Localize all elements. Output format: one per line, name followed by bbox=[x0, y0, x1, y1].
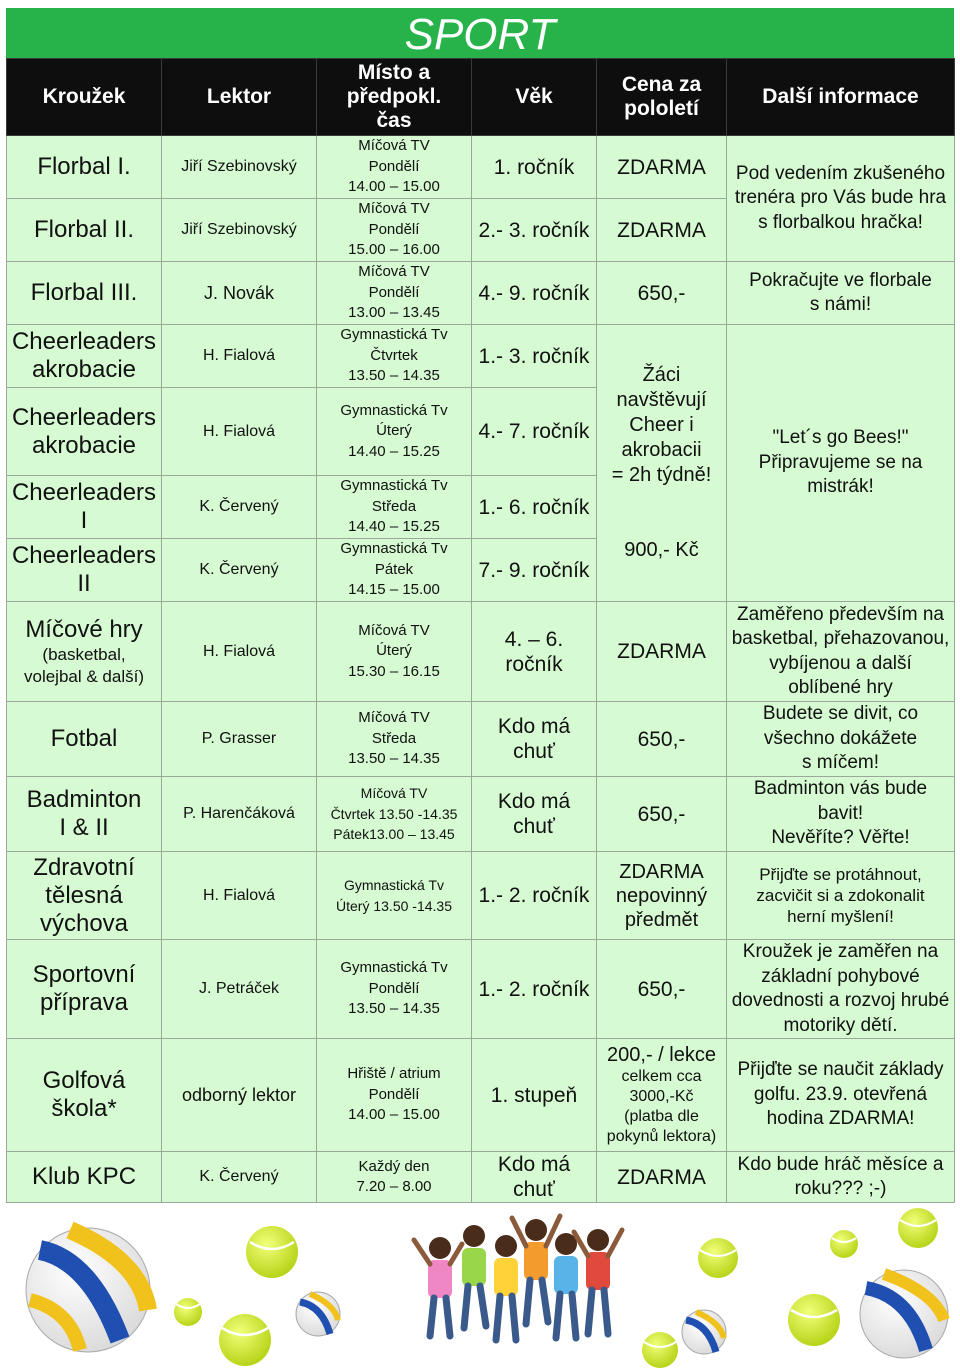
info-line: zacvičit si a zdokonalit bbox=[756, 886, 925, 905]
info-line: bavit! bbox=[817, 802, 864, 824]
place-time bbox=[317, 852, 472, 940]
info-line: oblíbené hry bbox=[788, 677, 893, 698]
place-line: Úterý 13.50 -14.35 bbox=[336, 897, 452, 914]
place-line: Středa bbox=[371, 729, 417, 747]
activity-name bbox=[7, 852, 162, 940]
age-group: 1. stupeň bbox=[472, 1039, 597, 1152]
price-line: = 2h týdně! bbox=[611, 464, 712, 486]
price: 650,- bbox=[597, 262, 727, 325]
tennis-ball-icon bbox=[174, 1298, 202, 1326]
place-line: 15.30 – 16.15 bbox=[348, 662, 440, 680]
info-cell bbox=[727, 702, 955, 777]
info-line: všechno dokážete bbox=[763, 727, 918, 749]
price-line: 3000,-Kč bbox=[629, 1088, 694, 1105]
info-line: Pokračujte ve florbale bbox=[749, 269, 932, 291]
table-row bbox=[7, 262, 955, 325]
place-line: 14.40 – 15.25 bbox=[348, 518, 440, 536]
header-vek: Věk bbox=[472, 59, 597, 136]
activity-name: Cheerleaders I bbox=[7, 476, 162, 539]
activity-name-line: Zdravotní bbox=[33, 853, 135, 881]
info-line: Připravujeme se na bbox=[758, 451, 923, 473]
price: ZDARMA bbox=[597, 199, 727, 262]
price-line: 200,- / lekce bbox=[607, 1044, 716, 1066]
place-time bbox=[317, 262, 472, 325]
info-line: basketbal, přehazovanou, bbox=[731, 628, 950, 649]
activity-name-line: tělesná bbox=[45, 881, 123, 909]
place-line: Hřiště / atrium bbox=[347, 1065, 441, 1083]
price-line: navštěvují bbox=[616, 389, 707, 411]
tennis-ball-icon bbox=[830, 1230, 858, 1258]
info-line: Budete se divit, co bbox=[762, 703, 919, 725]
place-line: 14.00 – 15.00 bbox=[348, 1106, 440, 1124]
age-group: Kdo má chuť bbox=[472, 702, 597, 777]
header-info: Další informace bbox=[727, 59, 955, 136]
age-group: 1.- 2. ročník bbox=[472, 940, 597, 1039]
age-group: Kdo má chuť bbox=[472, 777, 597, 852]
activity-name-line: výchova bbox=[39, 909, 129, 937]
table-row bbox=[7, 1039, 955, 1152]
price-line: celkem cca bbox=[621, 1068, 702, 1085]
activity-name: Klub KPC bbox=[7, 1152, 162, 1203]
info-cell bbox=[727, 325, 955, 602]
place-line: Gymnastická Tv bbox=[340, 540, 448, 558]
activity-name: Golfová škola* bbox=[7, 1039, 162, 1152]
tennis-ball-icon bbox=[642, 1332, 678, 1368]
price: ZDARMA bbox=[597, 602, 727, 702]
volleyball-icon bbox=[860, 1270, 948, 1358]
info-line: Nevěříte? Věřte! bbox=[771, 827, 910, 849]
place-line: Pondělí bbox=[368, 979, 420, 997]
price-line: Žáci bbox=[642, 364, 681, 386]
activity-name-line: Míčové hry bbox=[25, 615, 143, 643]
place-line: Úterý bbox=[376, 642, 412, 660]
header-misto-line: Místo a bbox=[357, 61, 431, 84]
activity-name: Florbal I. bbox=[7, 136, 162, 199]
sport-banner bbox=[6, 8, 954, 58]
info-cell bbox=[727, 136, 955, 262]
activity-name-line: Cheerleaders bbox=[11, 542, 157, 569]
info-cell bbox=[727, 1039, 955, 1152]
activity-name-line: Cheerleaders bbox=[11, 403, 157, 431]
info-line: Kroužek je zaměřen na bbox=[742, 941, 939, 962]
price: 650,- bbox=[597, 702, 727, 777]
lecturer: H. Fialová bbox=[162, 388, 317, 476]
place-line: Gymnastická Tv bbox=[340, 959, 448, 977]
tennis-ball-icon bbox=[698, 1238, 738, 1278]
volleyball-icon bbox=[682, 1310, 726, 1354]
lecturer: H. Fialová bbox=[162, 602, 317, 702]
place-line: 14.40 – 15.25 bbox=[348, 442, 440, 460]
tennis-ball-icon bbox=[788, 1294, 840, 1346]
activity-name bbox=[7, 325, 162, 388]
lecturer: P. Grasser bbox=[162, 702, 317, 777]
info-line: dovednosti a rozvoj hrubé bbox=[731, 990, 950, 1011]
activity-name-line: I & II bbox=[59, 814, 109, 841]
lecturer: J. Novák bbox=[162, 262, 317, 325]
price-line: předmět bbox=[624, 908, 699, 931]
info-line: základní pohybové bbox=[761, 965, 920, 987]
spacer bbox=[600, 488, 723, 538]
place-line: 13.00 – 13.45 bbox=[348, 304, 440, 322]
info-cell bbox=[727, 852, 955, 940]
age-group: 1. ročník bbox=[472, 136, 597, 199]
price-line: (platba dle bbox=[624, 1108, 699, 1125]
price-line: nepovinný bbox=[615, 884, 708, 907]
place-time bbox=[317, 136, 472, 199]
price-cheer bbox=[597, 325, 727, 602]
place-line: Míčová TV bbox=[360, 785, 428, 802]
place-line: Gymnastická Tv bbox=[343, 877, 445, 893]
lecturer: odborný lektor bbox=[162, 1039, 317, 1152]
place-line: Míčová TV bbox=[358, 621, 430, 639]
lecturer: K. Červený bbox=[162, 476, 317, 539]
place-time bbox=[317, 1152, 472, 1203]
info-line: trenéra pro Vás bude hra bbox=[734, 187, 947, 209]
age-group: 1.- 2. ročník bbox=[472, 852, 597, 940]
lecturer: Jiří Szebinovský bbox=[162, 136, 317, 199]
place-line: Pátek bbox=[374, 560, 414, 578]
activity-name: Fotbal bbox=[7, 702, 162, 777]
place-line: Každý den bbox=[358, 1157, 430, 1175]
age-group: 1.- 6. ročník bbox=[472, 476, 597, 539]
place-time bbox=[317, 325, 472, 388]
volleyball-icon bbox=[26, 1228, 150, 1352]
header-lektor: Lektor bbox=[162, 59, 317, 136]
activity-name-line: akrobacie bbox=[31, 431, 137, 459]
header-misto bbox=[317, 59, 472, 136]
activity-table bbox=[6, 58, 955, 1203]
place-line: 13.50 – 14.35 bbox=[348, 1000, 440, 1018]
tennis-ball-icon bbox=[219, 1314, 271, 1366]
age-group: 4. – 6. ročník bbox=[472, 602, 597, 702]
info-line: motoriky dětí. bbox=[783, 1014, 898, 1036]
activity-name bbox=[7, 539, 162, 602]
price: ZDARMA bbox=[597, 136, 727, 199]
info-line: Kdo bude hráč měsíce a bbox=[737, 1153, 944, 1175]
info-line: Přijďte se protáhnout, bbox=[759, 865, 922, 884]
info-cell bbox=[727, 777, 955, 852]
place-line: Míčová TV bbox=[358, 709, 430, 727]
lecturer: K. Červený bbox=[162, 1152, 317, 1203]
header-cena-line: pololetí bbox=[624, 97, 699, 120]
tennis-ball-icon bbox=[898, 1208, 938, 1248]
price: 650,- bbox=[597, 940, 727, 1039]
age-group: 2.- 3. ročník bbox=[472, 199, 597, 262]
place-time bbox=[317, 1039, 472, 1152]
place-line: Gymnastická Tv bbox=[340, 477, 448, 495]
place-line: Čtvrtek bbox=[370, 346, 418, 364]
info-cell bbox=[727, 940, 955, 1039]
place-time bbox=[317, 777, 472, 852]
place-line: Čtvrtek 13.50 -14.35 bbox=[330, 805, 458, 822]
header-cena-line: Cena za bbox=[621, 73, 702, 96]
place-line: 15.00 – 16.00 bbox=[348, 241, 440, 259]
price bbox=[597, 1039, 727, 1152]
place-time bbox=[317, 388, 472, 476]
info-cell bbox=[727, 262, 955, 325]
place-line: Středa bbox=[371, 497, 417, 515]
place-line: 7.20 – 8.00 bbox=[356, 1178, 432, 1195]
place-line: Míčová TV bbox=[358, 263, 430, 281]
info-line: hodina ZDARMA! bbox=[766, 1108, 915, 1130]
header-misto-line: předpokl. bbox=[346, 85, 442, 108]
header-misto-line: čas bbox=[376, 109, 412, 132]
info-line: Zaměřeno především na bbox=[737, 603, 944, 625]
price: ZDARMA bbox=[597, 1152, 727, 1203]
activity-name-line: Cheerleaders bbox=[11, 328, 157, 355]
age-group: 1.- 3. ročník bbox=[472, 325, 597, 388]
info-line: herní myšlení! bbox=[787, 907, 894, 926]
activity-name-line: příprava bbox=[39, 989, 129, 1016]
table-row bbox=[7, 136, 955, 199]
lecturer: K. Červený bbox=[162, 539, 317, 602]
activity-name-sub: volejbal & další) bbox=[23, 666, 144, 686]
price-line: pokynů lektora) bbox=[606, 1128, 717, 1145]
price-line: 900,- Kč bbox=[624, 539, 699, 561]
info-cell bbox=[727, 602, 955, 702]
price-line: Cheer i bbox=[629, 414, 694, 436]
price: 650,- bbox=[597, 777, 727, 852]
table-header-row bbox=[7, 59, 955, 136]
place-time bbox=[317, 539, 472, 602]
table-row bbox=[7, 602, 955, 702]
tennis-ball-icon bbox=[246, 1226, 298, 1278]
activity-name-line: akrobacie bbox=[31, 356, 137, 383]
lecturer: J. Petráček bbox=[162, 940, 317, 1039]
age-group: 7.- 9. ročník bbox=[472, 539, 597, 602]
header-krouzek: Kroužek bbox=[7, 59, 162, 136]
info-line: mistrák! bbox=[807, 476, 874, 498]
place-line: Pondělí bbox=[368, 157, 420, 175]
place-line: Míčová TV bbox=[358, 137, 430, 155]
age-group: 4.- 9. ročník bbox=[472, 262, 597, 325]
place-line: Gymnastická Tv bbox=[340, 326, 448, 344]
place-line: Pondělí bbox=[368, 1085, 420, 1103]
price-line: ZDARMA bbox=[619, 860, 704, 883]
lecturer: H. Fialová bbox=[162, 325, 317, 388]
table-row bbox=[7, 1152, 955, 1203]
jumping-children-illustration bbox=[414, 1216, 622, 1340]
place-line: Úterý bbox=[376, 422, 412, 440]
sports-balls-decoration bbox=[0, 1200, 960, 1368]
info-line: Pod vedením zkušeného bbox=[735, 162, 946, 184]
place-time bbox=[317, 476, 472, 539]
place-time bbox=[317, 602, 472, 702]
activity-name bbox=[7, 777, 162, 852]
place-line: Pondělí bbox=[368, 283, 420, 301]
place-line: Pátek13.00 – 13.45 bbox=[333, 826, 455, 843]
place-line: 14.00 – 15.00 bbox=[348, 178, 440, 196]
place-line: Míčová TV bbox=[358, 200, 430, 218]
volleyball-icon bbox=[296, 1292, 340, 1336]
info-line: vybíjenou a další bbox=[769, 652, 912, 674]
age-group: 4.- 7. ročník bbox=[472, 388, 597, 476]
place-line: Gymnastická Tv bbox=[340, 401, 448, 419]
activity-name bbox=[7, 940, 162, 1039]
place-time bbox=[317, 702, 472, 777]
place-line: 13.50 – 14.35 bbox=[348, 367, 440, 385]
age-group: Kdo má chuť bbox=[472, 1152, 597, 1203]
table-row bbox=[7, 777, 955, 852]
info-cell bbox=[727, 1152, 955, 1203]
table-row bbox=[7, 940, 955, 1039]
info-line: s florbalkou hračka! bbox=[758, 211, 923, 233]
activity-name: Florbal II. bbox=[7, 199, 162, 262]
info-line: s námi! bbox=[809, 294, 872, 315]
price bbox=[597, 852, 727, 940]
info-line: golfu. 23.9. otevřená bbox=[753, 1083, 928, 1105]
lecturer: P. Harenčáková bbox=[162, 777, 317, 852]
table-row bbox=[7, 852, 955, 940]
place-line: 14.15 – 15.00 bbox=[348, 581, 440, 599]
info-line: s míčem! bbox=[801, 752, 880, 774]
activity-name-line: II bbox=[77, 570, 91, 597]
activity-name-sub: (basketbal, bbox=[42, 644, 126, 664]
table-row bbox=[7, 325, 955, 388]
page-title: SPORT bbox=[404, 10, 556, 59]
info-line: Badminton vás bude bbox=[753, 778, 928, 800]
info-line: roku??? ;-) bbox=[794, 1178, 887, 1199]
lecturer: Jiří Szebinovský bbox=[162, 199, 317, 262]
header-cena bbox=[597, 59, 727, 136]
place-line: Pondělí bbox=[368, 220, 420, 238]
activity-name bbox=[7, 602, 162, 702]
place-time bbox=[317, 940, 472, 1039]
place-line: 13.50 – 14.35 bbox=[348, 750, 440, 768]
lecturer: H. Fialová bbox=[162, 852, 317, 940]
place-time bbox=[317, 199, 472, 262]
info-line: "Let´s go Bees!" bbox=[772, 427, 909, 449]
activity-name bbox=[7, 388, 162, 476]
table-row bbox=[7, 702, 955, 777]
activity-name-line: Sportovní bbox=[32, 961, 136, 988]
price-line: akrobacii bbox=[621, 439, 702, 461]
activity-name-line: Badminton bbox=[26, 786, 142, 813]
activity-name: Florbal III. bbox=[7, 262, 162, 325]
info-line: Přijďte se naučit základy bbox=[737, 1059, 944, 1081]
